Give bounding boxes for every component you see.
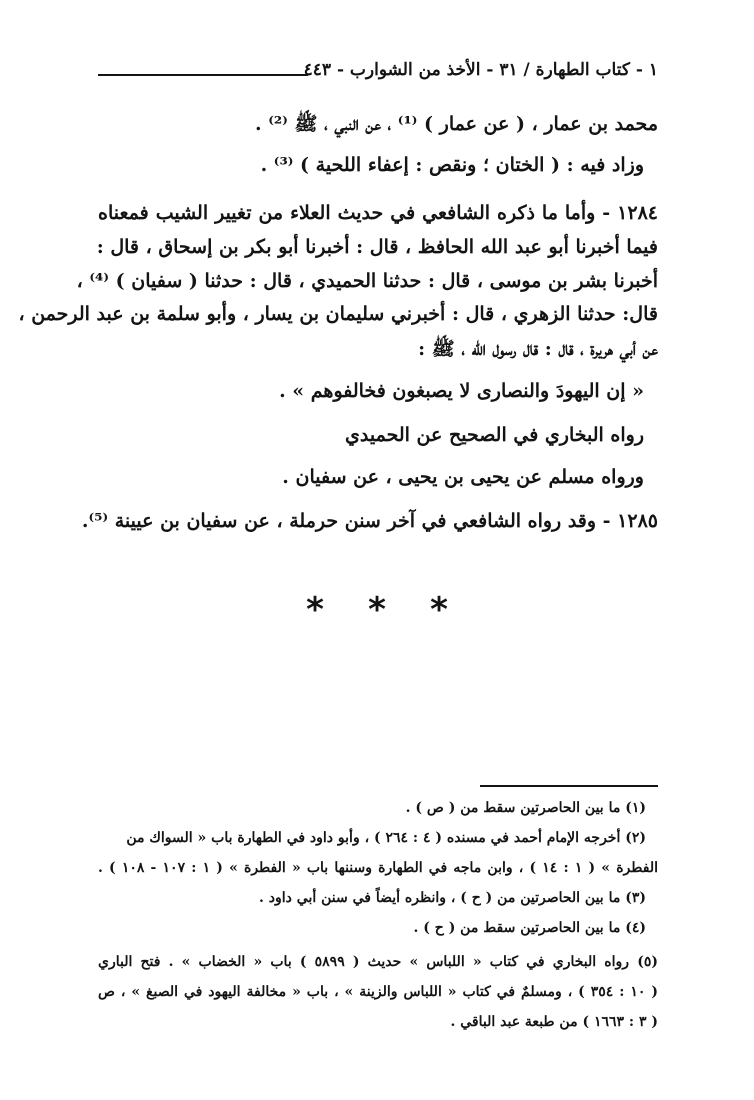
footnote-3: (٣) ما بين الحاصرتين من ( ح ) ، وانظره أيضاً في سنن أبي داود . [259, 890, 646, 906]
footnote-2-line-2: الفطرة » ( ١ : ١٤ ) ، وابن ماجه في الطهارة وسننها باب « الفطرة » ( ١ : ١٠٧ - ١٠٨ ) . [98, 860, 658, 876]
footnote-2-line-1: (٢) أخرجه الإمام أحمد في مسنده ( ٤ : ٢٦٤ ) ، وأبو داود في الطهارة باب « السواك من [126, 830, 646, 846]
footnote-5-line-1: (٥) رواه البخاري في كتاب « اللباس » حديث ( ٥٨٩٩ ) باب « الخضاب » . فتح الباري [98, 954, 658, 970]
footnote-5-line-2: ( ١٠ : ٣٥٤ ) ، ومسلمٌ في كتاب « اللباس والزينة » ، باب « مخالفة اليهود في الصبغ » ، ص [98, 984, 658, 1000]
header-rule [98, 74, 308, 76]
hadith-1284-line-2: فيما أخبرنا أبو عبد الله الحافظ ، قال : أخبرنا أبو بكر بن إسحاق ، قال : [96, 236, 658, 258]
hadith-quote: « إن اليهودَ والنصارى لا يصبغون فخالفوهم » . [279, 380, 644, 402]
ornament-star: * [430, 590, 448, 630]
footnote-separator [480, 785, 658, 787]
running-title: ١ - كتاب الطهارة / ٣١ - الأخذ من الشوارب - ٤٤٣ [303, 60, 658, 80]
hadith-1285: ١٢٨٥ - وقد رواه الشافعي في آخر سنن حرملة ، عن سفيان بن عيينة ⁽⁵⁾. [81, 510, 658, 532]
ornament-star: * [306, 590, 324, 630]
ornament-star: * [368, 590, 386, 630]
hadith-1284-line-4: قال: حدثنا الزهري ، قال : أخبرني سليمان بن يسار ، وأبو سلمة بن عبد الرحمن ، [18, 303, 658, 325]
body-line-2: وزاد فيه : ( الختان ؛ ونقص : إعفاء اللحية ) ⁽³⁾ . [260, 154, 644, 176]
hadith-1284-line-1: ١٢٨٤ - وأما ما ذكره الشافعي في حديث العلاء من تغيير الشيب فمعناه [98, 202, 658, 224]
running-header [98, 60, 658, 88]
footnote-5-line-3: ( ٣ : ١٦٦٣ ) من طبعة عبد الباقي . [450, 1014, 658, 1030]
section-ornament [0, 590, 754, 630]
narration-bukhari: رواه البخاري في الصحيح عن الحميدي [345, 424, 644, 446]
footnote-4: (٤) ما بين الحاصرتين سقط من ( ح ) . [413, 920, 646, 936]
body-line-1: محمد بن عمار ، ( عن عمار ) ⁽¹⁾ ، عن النبي ، ﷺ ⁽²⁾ . [255, 113, 658, 135]
hadith-1284-line-3: أخبرنا بشر بن موسى ، قال : حدثنا الحميدي ، قال : حدثنا ( سفيان ) ⁽⁴⁾ ، [76, 270, 658, 292]
narration-muslim: ورواه مسلم عن يحيى بن يحيى ، عن سفيان . [282, 466, 644, 488]
footnote-1: (١) ما بين الحاصرتين سقط من ( ص ) . [405, 800, 646, 816]
hadith-1284-line-5: عن أبي هريرة ، قال : قال رسول الله ، ﷺ : [418, 338, 658, 360]
